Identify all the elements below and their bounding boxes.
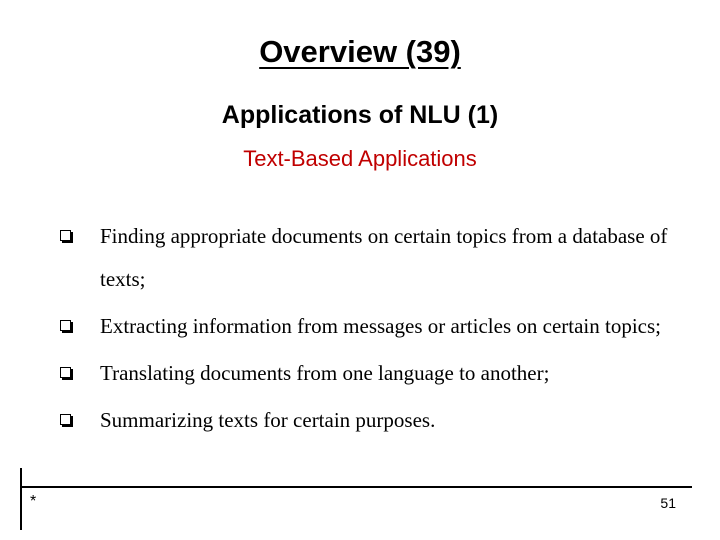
bullet-item [60,352,700,395]
page-number: 51 [660,495,676,511]
bullet-item [60,215,700,301]
slide-title: Overview (39) [259,34,461,69]
footer-mark: * [30,493,37,510]
footer-frame-horizontal-line [20,486,692,488]
bullet-text: Summarizing texts for certain purposes. [100,408,436,432]
section-heading: Text-Based Applications [243,146,477,171]
bullet-text: Finding appropriate documents on certain topics from a database of texts; [100,224,668,291]
footer-frame-vertical-line [20,468,22,530]
bullet-item [60,399,700,442]
checkbox-bullet-icon [60,414,71,425]
bullet-list [60,215,700,446]
bullet-text: Translating documents from one language to another; [100,361,550,385]
checkbox-bullet-icon [60,230,71,241]
checkbox-bullet-icon [60,320,71,331]
checkbox-bullet-icon [60,367,71,378]
bullet-text: Extracting information from messages or articles on certain topics; [100,314,661,338]
bullet-item [60,305,700,348]
slide-subtitle: Applications of NLU (1) [221,101,499,129]
